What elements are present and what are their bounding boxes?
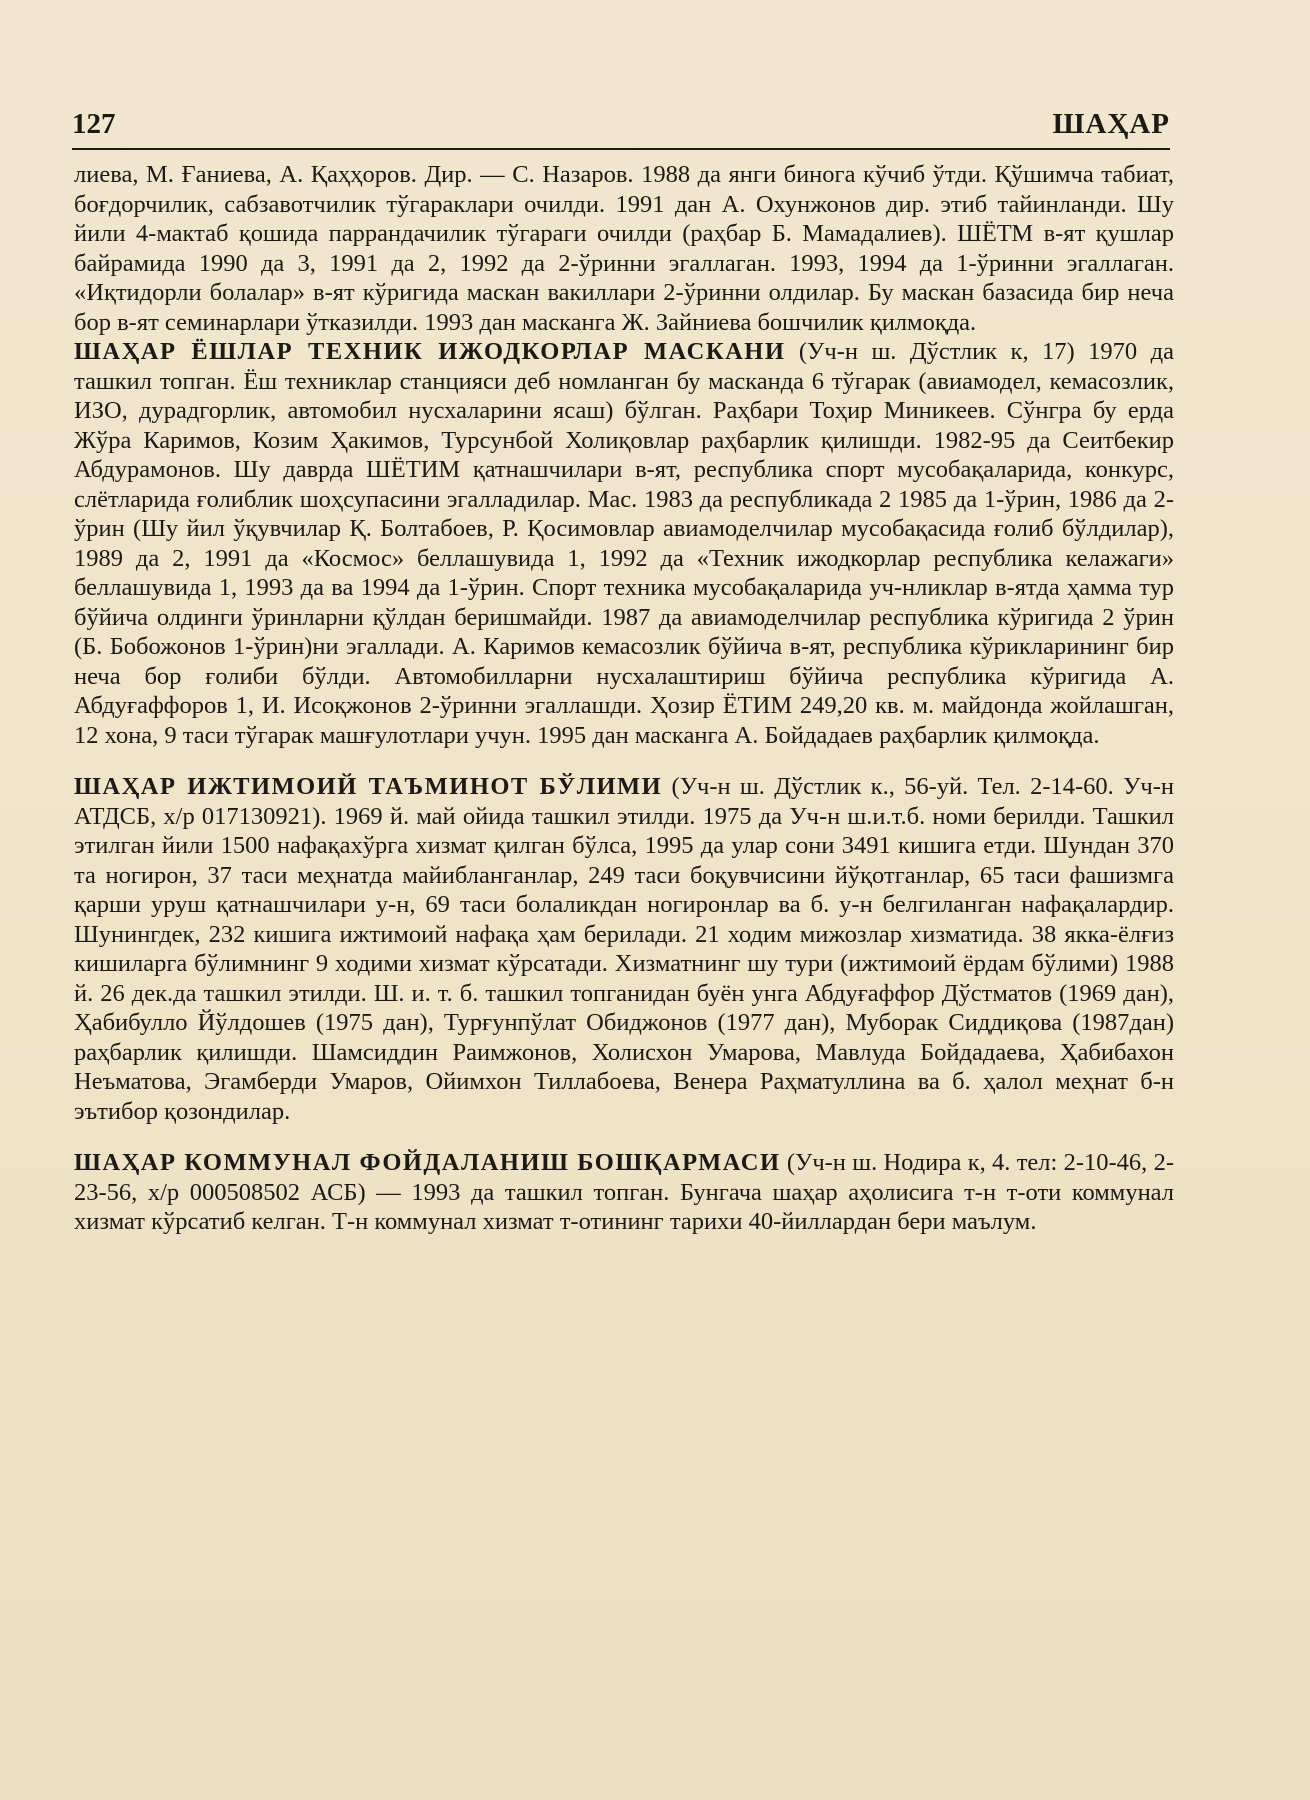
page-body [74,160,1174,1237]
entry-social-security-department [74,772,1174,1126]
entry-title: ШАҲАР КОММУНАЛ ФОЙДАЛАНИШ БОШҚАРМАСИ [74,1149,781,1176]
page-header [72,104,1170,150]
entry-title: ШАҲАР ЁШЛАР ТЕХНИК ИЖОДКОРЛАР МАСКАНИ [74,338,786,365]
page-number: 127 [72,108,116,140]
entry-communal-services-administration [74,1148,1174,1237]
paragraph-text: лиева, М. Ғаниева, А. Қаҳҳоров. Дир. — С. Назаров. 1988 да янги бинога кўчиб ўтди. Қўшимча табиат, боғдорчилик, сабзавотчилик тўгараклари очилди. 1991 дан А. Охунжонов дир. этиб тайинланди. Шу йили 4-мактаб қошида паррандачилик тўгараги очилди (раҳбар Б. Мамадалиев). ШЁТМ в-ят қушлар байрамида 1990 да 3, 1991 да 2, 1992 да 2-ўринни эгаллаган. 1993, 1994 да 1-ўринни эгаллаган. «Иқтидорли болалар» в-ят кўригида маскан вакиллари 2-ўринни олдилар. Бу маскан базасида бир неча бор в-ят семинарлари ўтказилди. 1993 дан масканга Ж. Зайниева бошчилик қилмоқда. [74,161,1174,336]
entry-title: ШАҲАР ИЖТИМОИЙ ТАЪМИНОТ БЎЛИМИ [74,773,663,800]
paragraph-continuation [74,160,1174,337]
running-head: ШАҲАР [1052,108,1170,140]
entry-text: (Уч-н ш. Дўстлик к., 56-уй. Тел. 2-14-60. Уч-н АТДСБ, х/р 017130921). 1969 й. май ойида ташкил этилди. 1975 да Уч-н ш.и.т.б. номи берилди. Ташкил этилган йили 1500 нафақахўрга хизмат қилган бўлса, 1995 да улар сони 3491 кишига етди. Шундан 370 та ногирон, 37 таси меҳнатда майибланганлар, 249 таси боқувчисини йўқотганлар, 65 таси фашизмга қарши уруш қатнашчилари у-н, 69 таси болаликдан ногиронлар ва б. у-н белгиланган нафақалардир. Шунингдек, 232 кишига ижтимоий нафақа ҳам берилади. 21 ходим мижозлар хизматида. 38 якка-ёлғиз кишиларга бўлимнинг 9 ходими хизмат кўрсатади. Хизматнинг шу тури (ижтимоий ёрдам бўлими) 1988 й. 26 дек.да ташкил этилди. Ш. и. т. б. ташкил топганидан буён унга Абдуғаффор Дўстматов (1969 дан), Ҳабибулло Йўлдошев (1975 дан), Турғунпўлат Обиджонов (1977 дан), Муборак Сиддиқова (1987дан) раҳбарлик қилишди. Шамсиддин Раимжонов, Холисхон Умарова, Мавлуда Бойдадаева, Ҳабибахон Неъматова, Эгамберди Умаров, Ойимхон Тиллабоева, Венера Раҳматуллина ва б. ҳалол меҳнат б-н эътибор қозондилар. [74,773,1175,1125]
entry-text: (Уч-н ш. Дўстлик к, 17) 1970 да ташкил топган. Ёш техниклар станцияси деб номланган бу масканда 6 тўгарак (авиамодел, кемасозлик, ИЗО, дурадгорлик, автомобил нусхаларини ясаш) бўлган. Раҳбари Тоҳир Миникеев. Сўнгра бу ерда Жўра Каримов, Козим Ҳакимов, Турсунбой Холиқовлар раҳбарлик қилишди. 1982-95 да Сеитбекир Абдурамонов. Шу даврда ШЁТИМ қатнашчилари в-ят, республика спорт мусобақаларида, конкурс, слётларида ғолиблик шоҳсупасини эгалладилар. Мас. 1983 да республикада 2 1985 да 1-ўрин, 1986 да 2-ўрин (Шу йил ўқувчилар Қ. Болтабоев, Р. Қосимовлар авиамоделчилар мусобақасида ғолиб бўлдилар), 1989 да 2, 1991 да «Космос» беллашувида 1, 1992 да «Техник ижодкорлар республика келажаги» беллашувида 1, 1993 да ва 1994 да 1-ўрин. Спорт техника мусобақаларида уч-нликлар в-ятда ҳамма тур бўйича олдинги ўринларни қўлдан беришмайди. 1987 да авиамоделчилар республика кўригида 2 ўрин (Б. Бобожонов 1-ўрин)ни эгаллади. А. Каримов кемасозлик бўйича в-ят, республика кўрикларининг бир неча бор ғолиби бўлди. Автомобилларни нусхалаштириш бўйича республика кўригида А. Абдуғаффоров 1, И. Исоқжонов 2-ўринни эгаллашди. Ҳозир ЁТИМ 249,20 кв. м. майдонда жойлашган, 12 хона, 9 таси тўгарак машғулотлари учун. 1995 дан масканга А. Бойдадаев раҳбарлик қилмоқда. [74,338,1174,749]
entry-text: (Уч-н ш. Нодира к, 4. тел: 2-10-46, 2-23-56, х/р 000508502 АСБ) — 1993 да ташкил топган. Бунгача шаҳар аҳолисига т-н т-оти коммунал хизмат кўрсатиб келган. Т-н коммунал хизмат т-отининг тарихи 40-йиллардан бери маълум. [74,1149,1174,1235]
entry-youth-technical-center [74,337,1174,750]
